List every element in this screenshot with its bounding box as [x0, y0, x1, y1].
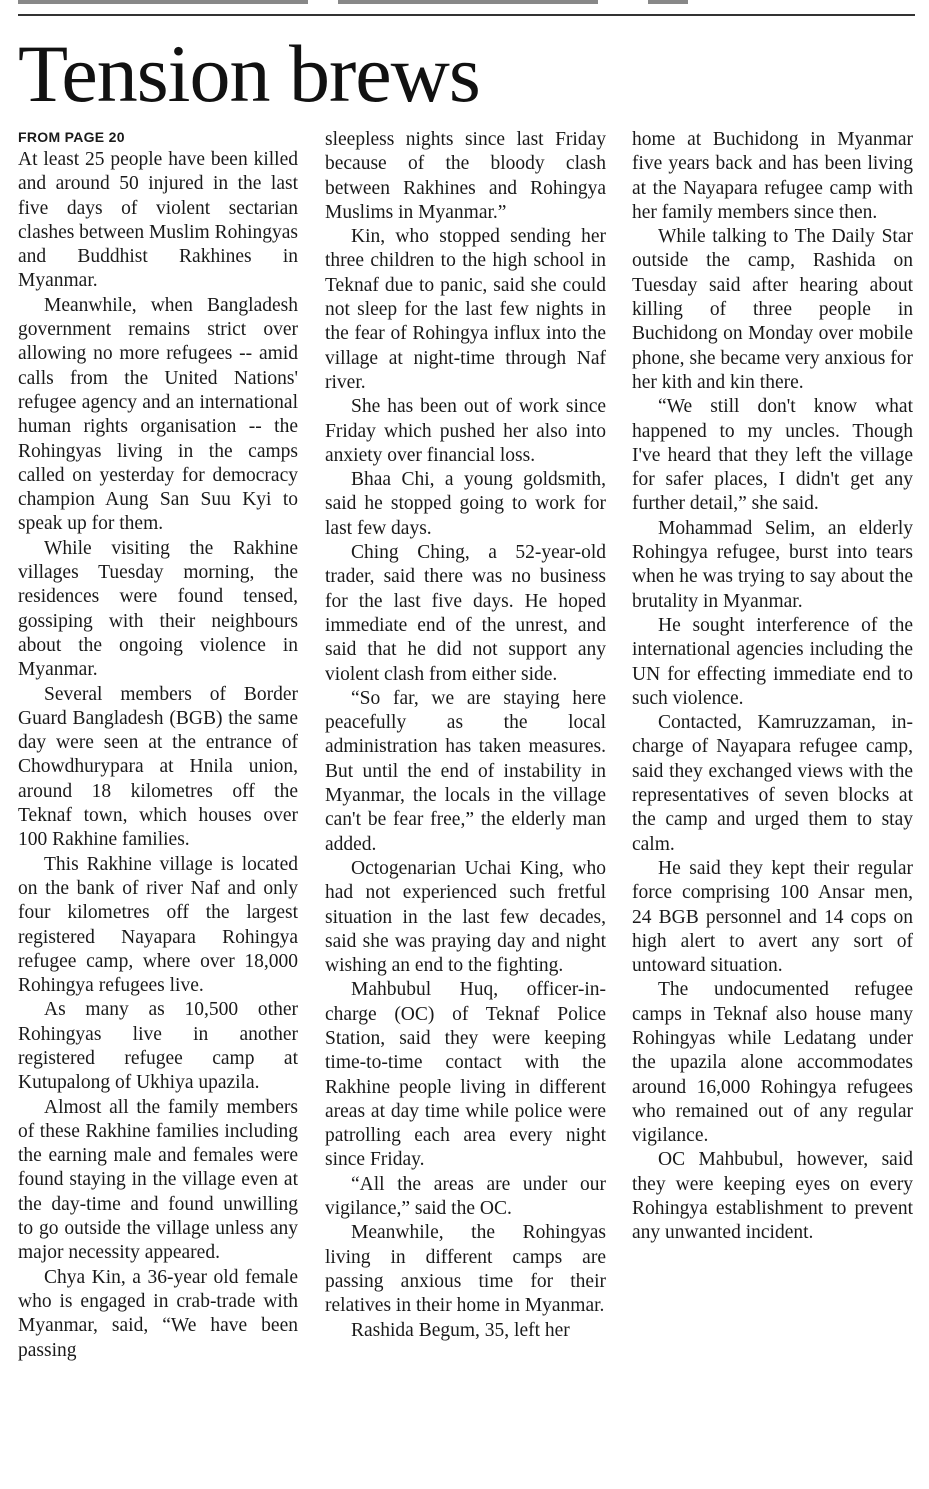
paragraph: Several members of Border Guard Bangladesh (BGB) the same day were seen at the entrance of Chowdhurypara at Hnila union, around 18 kilometres off the Teknaf town, which houses over 100 Rakhine families. [18, 683, 298, 851]
column-1-body [18, 148, 298, 1363]
paragraph: Rashida Begum, 35, left her [351, 1319, 570, 1341]
top-rule [18, 14, 915, 16]
paragraph: Chya Kin, a 36-year old female who is engaged in crab-trade with Myanmar, said, “We have been passing [18, 1266, 298, 1361]
paragraph: This Rakhine village is located on the bank of river Naf and only four kilometres off the largest registered Nayapara Rohingya refugee camp, where over 18,000 Rohingya refugees live. [18, 853, 298, 997]
headline: Tension brews [18, 28, 480, 119]
paragraph: Mohammad Selim, an elderly Rohingya refugee, burst into tears when he was trying to say about the brutality in Myanmar. [632, 517, 913, 612]
paragraph: Meanwhile, when Bangladesh government remains strict over allowing no more refugees -- amid calls from the United Nations' refugee agency and an international human rights organisation -- the Rohingyas living in the camps called on yesterday for democracy champion Aung San Suu Kyi to speak up for them. [18, 294, 298, 535]
paragraph: home at Buchidong in Myanmar five years back and has been living at the Nayapara refugee camp with her family members since then. [632, 129, 913, 223]
paragraph: While visiting the Rakhine villages Tuesday morning, the residences were found tensed, gossiping with their neighbours about the ongoing violence in Myanmar. [18, 537, 298, 681]
paragraph: “All the areas are under our vigilance,” said the OC. [325, 1173, 606, 1220]
paragraph: She has been out of work since Friday which pushed her also into anxiety over financial loss. [325, 396, 606, 466]
kicker: FROM PAGE 20 [18, 129, 125, 145]
paragraph: Kin, who stopped sending her three children to the high school in Teknaf due to panic, said she could not sleep for the last few nights in the fear of Rohingya influx into the village at night-time through Naf river. [325, 226, 606, 393]
paragraph: OC Mahbubul, however, said they were keeping eyes on every Rohingya establishment to prevent any unwanted incident. [632, 1149, 913, 1244]
paragraph: He said they kept their regular force comprising 100 Ansar men, 24 BGB personnel and 14 cops on high alert to avert any sort of untoward situation. [632, 857, 913, 977]
column-3-body [632, 128, 913, 1246]
column-1 [18, 128, 298, 1489]
paragraph: Meanwhile, the Rohingyas living in different camps are passing anxious time for their relatives in their home in Myanmar. [325, 1222, 606, 1317]
paragraph: Contacted, Kamruzzaman, in-charge of Nayapara refugee camp, said they exchanged views with the representatives of seven blocks at the camp and urged them to stay calm. [632, 712, 913, 855]
paragraph: sleepless nights since last Friday because of the bloody clash between Rakhines and Rohingya Muslims in Myanmar.” [325, 129, 606, 223]
paragraph: Mahbubul Huq, officer-in-charge (OC) of Teknaf Police Station, said they were keeping time-to-time contact with the Rakhine people living in different areas at day time while police were patrolling each area every night since Friday. [325, 979, 606, 1171]
paragraph: Ching Ching, a 52-year-old trader, said there was no business for the last five days. He hoped immediate end of the unrest, and said that he did not support any violent clash from either side. [325, 542, 606, 685]
paragraph: Almost all the family members of these Rakhine families including the earning male and females were found staying in the village even at the day-time and found unwilling to go outside the village unless any major necessity appeared. [18, 1096, 298, 1264]
paragraph: “So far, we are staying here peacefully as the local administration has taken measures. But until the end of instability in Myanmar, the locals in the village can't be fear free,” the elderly man added. [325, 687, 606, 855]
column-2-body [325, 128, 606, 1343]
paragraph: The undocumented refugee camps in Teknaf also house many Rohingyas while Ledatang under the upazila alone accommodates around 16,000 Rohingya refugees who remained out of any regular vigilance. [632, 979, 913, 1147]
paragraph: At least 25 people have been killed and around 50 injured in the last five days of violent sectarian clashes between Muslim Rohingyas and Buddhist Rakhines in Myanmar. [18, 149, 298, 292]
paragraph: Bhaa Chi, a young goldsmith, said he stopped going to work for last few days. [325, 469, 606, 539]
clipped-top-strip [18, 0, 915, 6]
paragraph: Octogenarian Uchai King, who had not experienced such fretful situation in the last few decades, said she was praying day and night wishing an end to the fighting. [325, 857, 606, 977]
paragraph: “We still don't know what happened to my uncles. Though I've heard that they left the village for safer places, I didn't get any further detail,” she said. [632, 396, 913, 515]
column-2 [325, 128, 606, 1489]
column-3 [632, 128, 913, 1489]
paragraph: He sought interference of the international agencies including the UN for effecting immediate end to such violence. [632, 614, 913, 709]
paragraph: As many as 10,500 other Rohingyas live in another registered refugee camp at Kutupalong of Ukhiya upazila. [18, 999, 298, 1094]
paragraph: While talking to The Daily Star outside the camp, Rashida on Tuesday said after hearing about killing of three people in Buchidong on Monday over mobile phone, she became very anxious for her kith and kin there. [632, 226, 913, 393]
